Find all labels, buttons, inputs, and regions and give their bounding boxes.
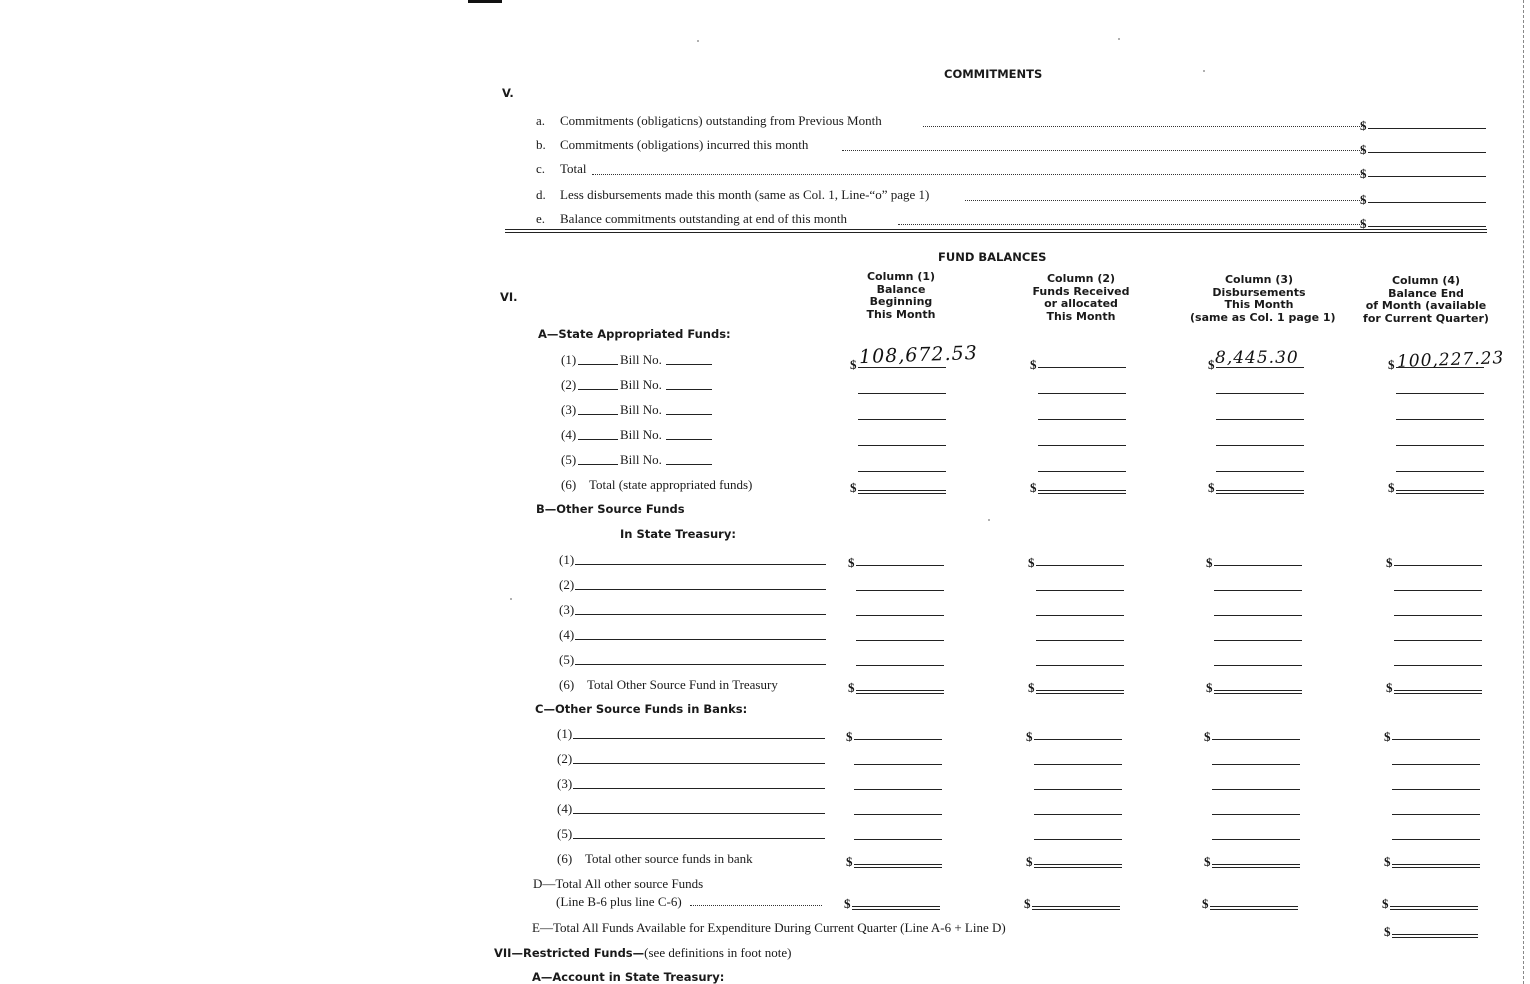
section-c-row1-col1-field[interactable] (854, 739, 942, 740)
commitment-line-leader (842, 150, 1362, 151)
section-b-row1-col1-dollar: $ (848, 555, 855, 570)
section-c-row5-col1-field[interactable] (854, 839, 942, 840)
section-c-row3-col4-field[interactable] (1392, 789, 1480, 790)
section-a-row1-col2-dollar: $ (1030, 357, 1037, 372)
section-c-row5-col3-field[interactable] (1212, 839, 1300, 840)
section-a-row1-col3-dollar: $ (1208, 357, 1215, 372)
commitment-line-letter: c. (536, 161, 546, 176)
section-a-total-label: Total (state appropriated funds) (589, 477, 753, 492)
section-b-row1-col2-dollar: $ (1028, 555, 1035, 570)
section-b-row2-col4-field[interactable] (1394, 590, 1482, 591)
section-b-row3-col4-field[interactable] (1394, 615, 1482, 616)
section-b-total-col3-dollar: $ (1206, 680, 1213, 695)
section-b-total-number: (6) (559, 677, 575, 692)
section-c-total-label: Total other source funds in bank (585, 851, 753, 866)
commitment-line-label: Commitments (obligations) incurred this month (560, 137, 809, 152)
section-d-total-col2-dollar: $ (1024, 896, 1031, 911)
section-c-row1-col4-dollar: $ (1384, 729, 1391, 744)
section-a-row4-col3-field[interactable] (1216, 445, 1304, 446)
section-vii-a-title: A—Account in State Treasury: (532, 970, 725, 984)
section-b-row-name-field[interactable] (575, 589, 826, 590)
commitment-line-letter: d. (536, 187, 546, 202)
section-b-title: B—Other Source Funds (536, 502, 685, 516)
section-b-total-col1-field[interactable] (856, 690, 944, 694)
section-b-total-col4-field[interactable] (1394, 690, 1482, 694)
section-c-row-name-field[interactable] (573, 813, 825, 814)
scan-speck (988, 519, 990, 521)
section-a-total-number: (6) (561, 477, 577, 492)
commitment-line-label: Less disbursements made this month (same as Col. 1, Line-“o” page 1) (560, 187, 930, 202)
section-a-bill-number-field[interactable] (666, 464, 712, 465)
section-c-row4-col1-field[interactable] (854, 814, 942, 815)
handwritten-col4-amount: 100,227.23 (1396, 348, 1505, 372)
section-d-total-col2-field[interactable] (1032, 906, 1120, 910)
section-b-row2-col1-field[interactable] (856, 590, 944, 591)
section-c-row1-col2-dollar: $ (1026, 729, 1033, 744)
handwritten-col3-amount: 8,445.30 (1215, 348, 1299, 368)
section-d-subtitle: (Line B-6 plus line C-6) (556, 894, 682, 909)
section-c-row2-col4-field[interactable] (1392, 764, 1480, 765)
section-c-row1-col2-field[interactable] (1034, 739, 1122, 740)
section-c-row4-col3-field[interactable] (1212, 814, 1300, 815)
section-c-total-number: (6) (557, 851, 573, 866)
section-b-row1-col1-field[interactable] (856, 565, 944, 566)
section-b-row4-col1-field[interactable] (856, 640, 944, 641)
section-a-row2-col3-field[interactable] (1216, 393, 1304, 394)
commitment-line-label: Total (560, 161, 587, 176)
section-a-row1-col1-dollar: $ (850, 357, 857, 372)
section-a-row3-col2-field[interactable] (1038, 419, 1126, 420)
commitment-line-leader (965, 200, 1362, 201)
section-b-row-name-field[interactable] (575, 614, 826, 615)
section-a-row3-col4-field[interactable] (1396, 419, 1484, 420)
section-b-row-number: (3) (559, 602, 575, 617)
section-c-row-number: (3) (557, 776, 573, 791)
section-a-total-col1-dollar: $ (850, 480, 857, 495)
commitment-dollar: $ (1360, 118, 1367, 133)
section-a-bill-number-field[interactable] (666, 389, 712, 390)
section-a-row3-col3-field[interactable] (1216, 419, 1304, 420)
section-a-total-col4-dollar: $ (1388, 480, 1395, 495)
scan-speck (697, 40, 699, 42)
section-c-row1-col3-field[interactable] (1212, 739, 1300, 740)
section-d-leader (690, 905, 822, 906)
section-vii-heading (494, 945, 791, 961)
section-c-total-col4-dollar: $ (1384, 854, 1391, 869)
section-c-row-number: (5) (557, 826, 573, 841)
section-c-row2-col1-field[interactable] (854, 764, 942, 765)
section-a-row-blank[interactable] (578, 464, 618, 465)
section-b-row5-col4-field[interactable] (1394, 665, 1482, 666)
section-b-row2-col2-field[interactable] (1036, 590, 1124, 591)
section-c-row1-col1-dollar: $ (846, 729, 853, 744)
section-a-row4-col4-field[interactable] (1396, 445, 1484, 446)
section-c-row1-col3-dollar: $ (1204, 729, 1211, 744)
section-c-title: C—Other Source Funds in Banks: (535, 702, 748, 716)
section-b-total-col1-dollar: $ (848, 680, 855, 695)
commitments-title: COMMITMENTS (944, 67, 1043, 81)
commitment-amount-field[interactable] (1368, 226, 1486, 227)
fund-balances-title: FUND BALANCES (938, 250, 1047, 264)
scan-speck (1203, 70, 1205, 72)
section-c-total-col3-dollar: $ (1204, 854, 1211, 869)
section-a-row5-col1-field[interactable] (858, 471, 946, 472)
section-b-row1-col2-field[interactable] (1036, 565, 1124, 566)
commitment-line-leader (592, 174, 1362, 175)
section-vii-title: VII—Restricted Funds— (494, 946, 645, 960)
section-c-row1-col4-field[interactable] (1392, 739, 1480, 740)
section-c-row5-col4-field[interactable] (1392, 839, 1480, 840)
section-c-row-name-field[interactable] (573, 838, 825, 839)
section-a-row-number: (5) (561, 452, 577, 467)
section-c-row-number: (1) (557, 726, 573, 741)
section-a-bill-label: Bill No. (620, 402, 662, 417)
section-d-total-col3-dollar: $ (1202, 896, 1209, 911)
section-c-total-col3-field[interactable] (1212, 864, 1300, 868)
section-b-row2-col3-field[interactable] (1214, 590, 1302, 591)
section-a-bill-label: Bill No. (620, 377, 662, 392)
section-a-row5-col2-field[interactable] (1038, 471, 1126, 472)
section-b-total-col3-field[interactable] (1214, 690, 1302, 694)
section-a-row-blank[interactable] (578, 364, 618, 365)
section-a-total-col4-field[interactable] (1396, 490, 1484, 494)
section-c-row4-col2-field[interactable] (1034, 814, 1122, 815)
section-e-title: E—Total All Funds Available for Expenditure During Current Quarter (Line A-6 + Line D) (532, 920, 1006, 935)
section-b-row5-col3-field[interactable] (1214, 665, 1302, 666)
section-a-bill-number-field[interactable] (666, 414, 712, 415)
section-b-row-name-field[interactable] (575, 664, 826, 665)
section-a-row4-col1-field[interactable] (858, 445, 946, 446)
commitment-dollar: $ (1360, 216, 1367, 231)
section-a-row-blank[interactable] (578, 414, 618, 415)
section-b-row5-col1-field[interactable] (856, 665, 944, 666)
section-b-row3-col1-field[interactable] (856, 615, 944, 616)
section-c-total-col4-field[interactable] (1392, 864, 1480, 868)
section-a-bill-number-field[interactable] (666, 364, 712, 365)
section-c-row-number: (2) (557, 751, 573, 766)
section-a-bill-label: Bill No. (620, 427, 662, 442)
section-b-row5-col2-field[interactable] (1036, 665, 1124, 666)
section-b-total-col2-dollar: $ (1028, 680, 1035, 695)
handwritten-col1-amount: 108,672.53 (858, 341, 979, 369)
section-c-total-col1-field[interactable] (854, 864, 942, 868)
section-c-row2-col2-field[interactable] (1034, 764, 1122, 765)
section-b-row1-col4-dollar: $ (1386, 555, 1393, 570)
section-b-row1-col3-field[interactable] (1214, 565, 1302, 566)
section-b-total-col2-field[interactable] (1036, 690, 1124, 694)
section-d-total-col3-field[interactable] (1210, 906, 1298, 910)
section-a-bill-label: Bill No. (620, 452, 662, 467)
commitment-line-letter: b. (536, 137, 546, 152)
section-b-row-number: (2) (559, 577, 575, 592)
section-d-total-col4-field[interactable] (1390, 906, 1478, 910)
commitment-line-letter: a. (536, 113, 546, 128)
section-d-title: D—Total All other source Funds (533, 876, 704, 891)
section-a-row2-col4-field[interactable] (1396, 393, 1484, 394)
commitment-line-label: Commitments (obligaticns) outstanding from Previous Month (560, 113, 882, 128)
commitment-line-leader (898, 224, 1362, 225)
column-1-header: Column (1) Balance Beginning This Month (866, 270, 936, 321)
section-b-row1-col4-field[interactable] (1394, 565, 1482, 566)
scan-speck (1118, 38, 1120, 40)
section-c-row2-col3-field[interactable] (1212, 764, 1300, 765)
section-a-row3-col1-field[interactable] (858, 419, 946, 420)
section-c-row3-col1-field[interactable] (854, 789, 942, 790)
section-c-total-col2-field[interactable] (1034, 864, 1122, 868)
commitment-amount-field[interactable] (1368, 176, 1486, 177)
section-c-total-col1-dollar: $ (846, 854, 853, 869)
section-d-total-col1-field[interactable] (852, 906, 940, 910)
page-edge (1523, 0, 1530, 984)
section-c-total-col2-dollar: $ (1026, 854, 1033, 869)
commitment-amount-field[interactable] (1368, 128, 1486, 129)
section-a-total-col3-dollar: $ (1208, 480, 1215, 495)
commitments-double-rule (505, 229, 1487, 233)
commitment-amount-field[interactable] (1368, 202, 1486, 203)
section-a-row-number: (3) (561, 402, 577, 417)
section-b-row4-col4-field[interactable] (1394, 640, 1482, 641)
commitment-line-letter: e. (536, 211, 546, 226)
section-a-bill-label: Bill No. (620, 352, 662, 367)
section-b-total-col4-dollar: $ (1386, 680, 1393, 695)
commitment-dollar: $ (1360, 142, 1367, 157)
section-a-row5-col3-field[interactable] (1216, 471, 1304, 472)
section-a-title: A—State Appropriated Funds: (538, 327, 731, 341)
section-b-row-name-field[interactable] (575, 639, 826, 640)
section-c-row-name-field[interactable] (573, 788, 825, 789)
section-c-row3-col2-field[interactable] (1034, 789, 1122, 790)
section-v-number: V. (502, 86, 514, 100)
scan-mark (468, 0, 502, 3)
section-c-row5-col2-field[interactable] (1034, 839, 1122, 840)
section-a-bill-number-field[interactable] (666, 439, 712, 440)
section-a-row-blank[interactable] (578, 439, 618, 440)
section-a-row-number: (1) (561, 352, 577, 367)
section-b-total-label: Total Other Source Fund in Treasury (587, 677, 778, 692)
section-a-row2-col2-field[interactable] (1038, 393, 1126, 394)
commitment-amount-field[interactable] (1368, 152, 1486, 153)
section-b-row-number: (5) (559, 652, 575, 667)
section-b-row-number: (1) (559, 552, 575, 567)
section-b-row4-col2-field[interactable] (1036, 640, 1124, 641)
section-d-total-col4-dollar: $ (1382, 896, 1389, 911)
commitment-line-label: Balance commitments outstanding at end of this month (560, 211, 848, 226)
section-e-dollar: $ (1384, 924, 1391, 939)
section-a-total-col2-field[interactable] (1038, 490, 1126, 494)
section-c-row-name-field[interactable] (573, 738, 825, 739)
commitment-dollar: $ (1360, 166, 1367, 181)
section-b-row-name-field[interactable] (575, 564, 826, 565)
section-a-row1-col4-dollar: $ (1388, 357, 1395, 372)
section-a-total-col2-dollar: $ (1030, 480, 1037, 495)
section-c-row-number: (4) (557, 801, 573, 816)
column-2-header: Column (2) Funds Received or allocated This Month (1032, 272, 1130, 323)
section-a-row4-col2-field[interactable] (1038, 445, 1126, 446)
section-a-row5-col4-field[interactable] (1396, 471, 1484, 472)
scan-speck (510, 598, 512, 600)
section-d-total-col1-dollar: $ (844, 896, 851, 911)
section-c-row4-col4-field[interactable] (1392, 814, 1480, 815)
commitment-line-leader (923, 126, 1362, 127)
section-a-total-col1-field[interactable] (858, 490, 946, 494)
column-3-header: Column (3) Disbursements This Month (same as Col. 1 page 1) (1190, 273, 1336, 324)
section-c-row3-col3-field[interactable] (1212, 789, 1300, 790)
section-b-row3-col2-field[interactable] (1036, 615, 1124, 616)
section-a-total-col3-field[interactable] (1216, 490, 1304, 494)
section-a-row-number: (4) (561, 427, 577, 442)
section-a-row1-col2-field[interactable] (1038, 367, 1126, 368)
section-b-row3-col3-field[interactable] (1214, 615, 1302, 616)
section-b-subtitle: In State Treasury: (620, 527, 736, 541)
section-a-row-blank[interactable] (578, 389, 618, 390)
section-e-field[interactable] (1392, 934, 1478, 938)
section-vii-note: (see definitions in foot note) (644, 945, 792, 960)
section-vi-number: VI. (500, 290, 518, 304)
commitment-dollar: $ (1360, 192, 1367, 207)
section-a-row-number: (2) (561, 377, 577, 392)
column-4-header: Column (4) Balance End of Month (available for Current Quarter) (1363, 274, 1489, 325)
section-b-row4-col3-field[interactable] (1214, 640, 1302, 641)
section-b-row-number: (4) (559, 627, 575, 642)
section-b-row1-col3-dollar: $ (1206, 555, 1213, 570)
section-c-row-name-field[interactable] (573, 763, 825, 764)
section-a-row2-col1-field[interactable] (858, 393, 946, 394)
